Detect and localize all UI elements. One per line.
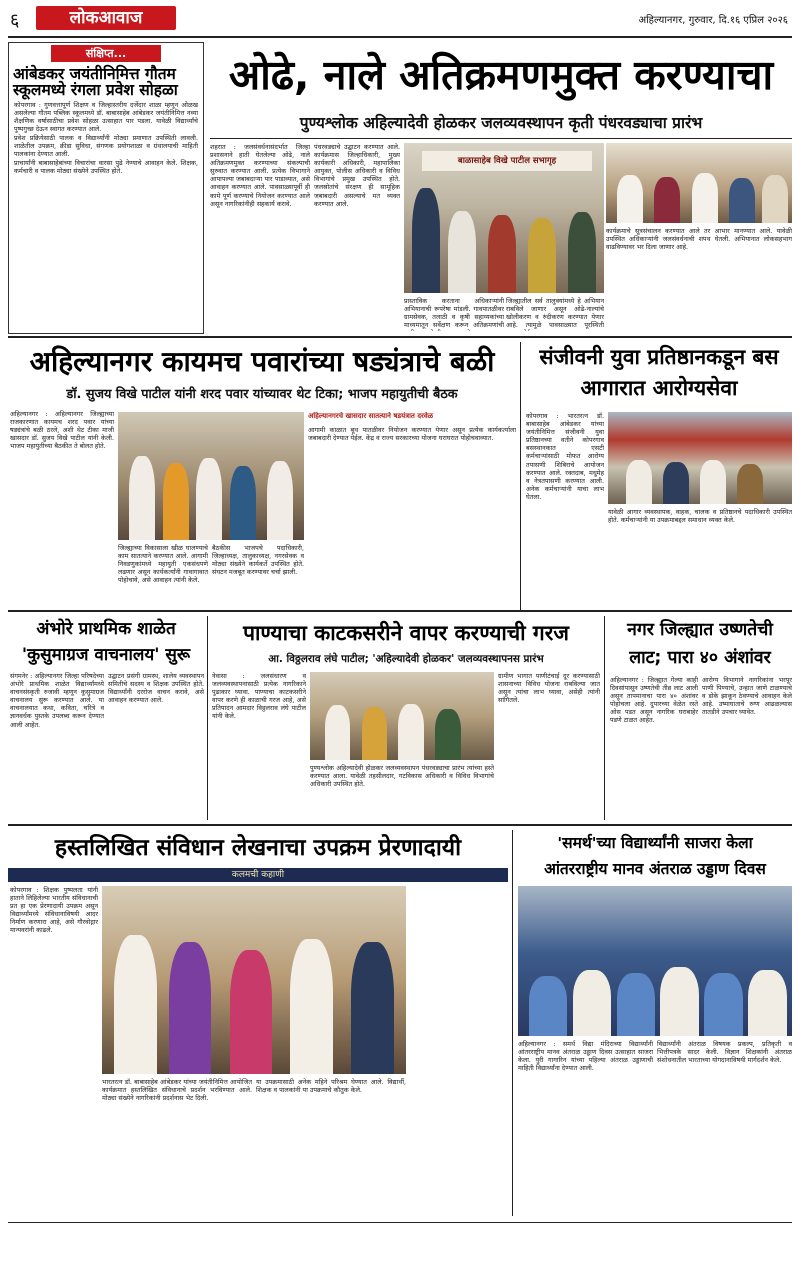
story5-body2: पुण्यश्लोक अहिल्यादेवी होळकर जलव्यवस्थापन पंधरवड्याचा प्रारंभ त्यांच्या हस्ते करण्यात आला. यावेळी तहसीलदार, गटविकास अधिकारी व विविध विभागांचे अधिकारी उपस्थित होते. (310, 764, 494, 789)
person-figure (129, 456, 155, 540)
person-figure (729, 178, 755, 223)
story4-body: संगमनेर : अहिल्यानगर जिल्हा परिषदेच्या अंभोरे प्राथमिक शाळेत विद्यार्थ्यांमध्ये वाचनसंस्कृती रुजावी म्हणून कुसुमाग्रज वाचनालय सुरू करण्यात आले. या वाचनालयात कथा, कविता, चरित्रे व ज्ञानवर्धक पुस्तके उपलब्ध करून देण्यात आली आहेत. (10, 672, 104, 729)
person-figure (660, 967, 698, 1036)
story2-subhead: डॉ. सुजय विखे पाटील यांनी शरद पवार यांच्यावर थेट टिका; भाजप महायुतीची बैठक (66, 387, 458, 402)
story5-photo (310, 672, 494, 760)
person-figure (230, 466, 256, 540)
lead-headline: ओढे, नाले अतिक्रमणमुक्त करण्याचा (228, 51, 774, 99)
bottom-rule (8, 1222, 792, 1223)
story4-headline: अंभोरे प्राथमिक शाळेत (36, 619, 176, 639)
story2-col2: जिल्ह्याच्या विकासाला खीळ घालण्याचे काम सातत्याने करण्यात आले. आगामी निवडणुकांमध्ये महायुती एकसंधपणे लढणार असून कार्यकर्त्यांनी गावागावात पोहोचावे, असे आवाहन त्यांनी केले. (118, 544, 208, 585)
story3-photo (608, 412, 792, 504)
story7-headline: हस्तलिखित संविधान लेखनाचा उपक्रम प्रेरणादायी (54, 835, 462, 861)
story5-headline: पाण्याचा काटकसरीने वापर करण्याची गरज (243, 621, 569, 645)
person-figure (351, 942, 394, 1074)
brief-box (8, 42, 204, 334)
story2-headline: अहिल्यानगर कायमच पवारांच्या षड्यंत्राचे बळी (29, 345, 495, 378)
section-rule (8, 824, 792, 826)
person-figure (762, 175, 788, 223)
person-figure (398, 704, 424, 760)
person-figure (573, 970, 611, 1036)
person-figure (626, 460, 652, 504)
lead-col4: जिल्ह्यातील सर्व तालुक्यांमध्ये हे अभियान राबविले जाणार असून ओढे-नाल्यांचे खोलीकरण व रुंदीकरण करण्यात येणार आहे. त्यामुळे पावसाळ्यात पूरस्थिती (506, 297, 604, 330)
story6-body2: आरोग्य विभागाने नागरिकांना भरपूर पाणी पिण्याचे, उन्हात जाणे टाळण्याचे व डोके झाकून ठेवण्याचे आवाहन केले आहे. उष्माघाताचे रुग्ण आढळल्यास तातडीने उपचार घ्यावेत. (702, 676, 792, 717)
person-figure (196, 458, 222, 540)
lead-subhead-rule (210, 138, 792, 139)
column-rule (207, 616, 208, 820)
story4-headline-2: 'कुसुमाग्रज वाचनालय' सुरू (21, 645, 191, 665)
person-figure (412, 188, 440, 293)
story3-body: कोपरगाव : भारतरत्न डॉ. बाबासाहेब आंबेडकर यांच्या जयंतीनिमित्त संजीवनी युवा प्रतिष्ठानच्या वतीने कोपरगाव बसस्थानकात एसटी कर्मचाऱ्यांसाठी मोफत आरोग्य तपासणी शिबिराचे आयोजन करण्यात आले. रक्तदाब, मधुमेह व नेत्रतपासणी करण्यात आली. अनेक कर्मचाऱ्यांनी याचा लाभ घेतला. (526, 412, 604, 501)
story6-body: अहिल्यानगर : जिल्ह्यात गेल्या काही दिवसांपासून उष्णतेची तीव्र लाट आली असून तापमानाचा पारा ४० अंशांवर पोहोचला आहे. दुपारच्या वेळेत रस्ते ओस पडत असून नागरिक घराबाहेर पडणे टाळत आहेत. (610, 676, 698, 725)
story7-body: कोपरगाव : शिक्षक पुष्पलता यांनी हाताने लिहिलेल्या भारतीय संविधानाची प्रत हा एक प्रेरणादायी उपक्रम असून विद्यार्थ्यांमध्ये संविधानाविषयी आदर निर्माण करणारा आहे, असे गौरवोद्गार मान्यवरांनी काढले. (10, 886, 98, 935)
story8-body2: विद्यार्थ्यांनी अंतराळ विषयक प्रकल्प, प्रतिकृती व भित्तीपत्रके सादर केली. विज्ञान शिक्षकांनी अंतराळ संशोधनातील भारताच्या योगदानाविषयी मार्गदर्शन केले. (657, 1040, 792, 1065)
story2-col4: आगामी काळात बूथ पातळीवर नियोजन करण्यात येणार असून प्रत्येक कार्यकर्त्याला जबाबदारी देण्यात येईल. केंद्र व राज्य सरकारच्या योजना घराघरात पोहोचवाव्यात. (308, 426, 516, 443)
section-rule (8, 610, 792, 612)
brief-para: प्रवेश प्रक्रियेसाठी पालक व विद्यार्थ्यांनी मोठ्या प्रमाणात उपस्थिती लावली. शाळेतील उपक्रम, क्रीडा सुविधा, संगणक प्रयोगशाळा व ग्रंथालयाची माहिती पालकांना देण्यात आली. (14, 133, 198, 159)
lead-photo-2 (606, 143, 792, 223)
column-rule (512, 830, 513, 1216)
story3-headline: संजीवनी युवा प्रतिष्ठानकडून बस आगारात आरोग्यसेवा (539, 345, 779, 400)
brief-body (9, 101, 203, 176)
story8-headline-line1: 'समर्थ'च्या विद्यार्थ्यांनी साजरा केला (557, 834, 753, 852)
column-rule (520, 342, 521, 610)
lead-subhead: पुण्यश्लोक अहिल्यादेवी होळकर जलव्यवस्थापन कृती पंधरवड्याचा प्रारंभ (299, 114, 703, 132)
lead-photo (404, 143, 604, 293)
person-figure (267, 461, 293, 540)
lead-photo-banner: बाळासाहेब विखे पाटील सभागृह (422, 151, 592, 171)
lead-col2: पंधरवड्याचे उद्घाटन करण्यात आले. कार्यक्रमास जिल्हाधिकारी, मुख्य कार्यकारी अधिकारी, महापालिका आयुक्त, पोलीस अधिकारी व विविध विभागांचे प्रमुख उपस्थित होते. जलस्रोतांचे संरक्षण ही सामूहिक जबाबदारी असल्याचे मत व्यक्त करण्यात आले. (314, 143, 400, 208)
section-rule (8, 336, 792, 338)
person-figure (169, 942, 212, 1074)
person-figure (435, 709, 461, 760)
person-figure (663, 462, 689, 504)
person-figure (748, 970, 786, 1036)
story2-photo (118, 412, 304, 540)
story8-photo (518, 886, 792, 1036)
dateline: अहिल्यानगर, गुरुवार, दि.१६ एप्रिल २०२६ (638, 15, 788, 26)
brief-para: कोपरगाव : गुणवत्तापूर्ण शिक्षण व जिल्हास्तरीय दर्जेदार शाळा म्हणून ओळख असलेल्या गौतम पब्लिक स्कूलमध्ये डॉ. बाबासाहेब आंबेडकर जयंतीनिमित्त नव्या शैक्षणिक वर्षासाठीचा प्रवेश सोहळा उत्साहात पार पडला. यावेळी विद्यार्थ्यांचे पुष्पगुच्छ देऊन स्वागत करण्यात आले. (14, 100, 198, 133)
person-figure (568, 212, 596, 293)
story8-headline-line2: आंतरराष्ट्रीय मानव अंतराळ उड्डाण दिवस (544, 860, 766, 878)
story7-body2: भारतरत्न डॉ. बाबासाहेब आंबेडकर यांच्या जयंतीनिमित्त आयोजित कार्यक्रमात हस्तलिखित संविधानाचे प्रदर्शन भरविण्यात आले. मोठ्या संख्येने नागरिकांनी प्रदर्शनास भेट दिली. (102, 1078, 252, 1103)
column-rule (604, 616, 605, 820)
story7-banner (8, 868, 508, 882)
person-figure (362, 707, 388, 760)
person-figure (290, 939, 333, 1074)
lead-col5: कार्यक्रमाचे सूत्रसंचालन करण्यात आले तर आभार मानण्यात आले. यावेळी उपस्थित अधिकाऱ्यांनी जलसंवर्धनाची शपथ घेतली. अभियानात लोकसहभाग वाढविण्यावर भर दिला जाणार आहे. (606, 227, 792, 252)
story6-headline: नगर जिल्ह्यात उष्णतेची लाट; पारा ४० अंशांवर (627, 620, 773, 668)
person-figure (617, 175, 643, 223)
person-figure (448, 211, 476, 294)
story7-body3: या उपक्रमासाठी अनेक महिने परिश्रम घेण्यात आले. विद्यार्थी, शिक्षक व पालकांनी या उपक्रमाचे कौतुक केले. (256, 1078, 406, 1095)
story5-body3: ग्रामीण भागात पाणीटंचाई दूर करण्यासाठी शासनाच्या विविध योजना राबविल्या जात असून त्यांचा लाभ घ्यावा, असेही त्यांनी सांगितले. (498, 672, 600, 705)
person-figure (325, 705, 351, 760)
brief-tag: संक्षिप्त... (51, 45, 161, 62)
person-figure (737, 464, 763, 504)
story7-photo (102, 886, 406, 1074)
person-figure (488, 215, 516, 293)
brand-name: लोकआवाज (69, 8, 143, 28)
story5-body: नेवासा : जलसंधारण व जलव्यवस्थापनासाठी प्रत्येक नागरिकाने पुढाकार घ्यावा. पाण्याचा काटकसरीने वापर करणे ही काळाची गरज आहे, असे प्रतिपादन आमदार विठ्ठलराव लंघे पाटील यांनी केले. (212, 672, 306, 721)
person-figure (617, 973, 655, 1036)
masthead-rule (8, 36, 792, 38)
story2-red-caption: अहिल्यानगरचे खासदार सातत्याने षडयंत्रात दरवेळ (308, 412, 434, 420)
person-figure (114, 935, 157, 1074)
story4-body2: उद्घाटन प्रसंगी ग्रामस्थ, शालेय व्यवस्थापन समितीचे सदस्य व शिक्षक उपस्थित होते. विद्यार्थ्यांनी दररोज वाचन करावे, असे आवाहन करण्यात आले. (108, 672, 204, 705)
person-figure (230, 950, 273, 1074)
lead-col1: शहरात : जलसंवर्धनासंदर्भात जिल्हा प्रशासनाने हाती घेतलेल्या ओढे, नाले अतिक्रमणमुक्त करण्याच्या संकल्पाची सुरुवात करण्यात आली. प्रत्येक विभागाने आपापल्या जबाबदाऱ्या पार पाडाव्यात, असे आवाहन करण्यात आले. पावसाळ्यापूर्वी ही कामे पूर्ण करण्याचे नियोजन करण्यात आले असून नागरिकांनीही सहकार्य करावे. (210, 143, 310, 208)
brand-logo (36, 6, 176, 30)
story2-col3: बैठकीस भाजपचे पदाधिकारी, जिल्हाध्यक्ष, तालुकाध्यक्ष, नगरसेवक व मोठ्या संख्येने कार्यकर्ते उपस्थित होते. संघटन मजबूत करण्यावर चर्चा झाली. (212, 544, 304, 577)
person-figure (700, 460, 726, 504)
story8-body: अहिल्यानगर : समर्थ विद्या मंदिराच्या विद्यार्थ्यांनी आंतरराष्ट्रीय मानव अंतराळ उड्डाण दिवस उत्साहात साजरा केला. युरी गागारिन यांच्या पहिल्या अंतराळ उड्डाणाची माहिती विद्यार्थ्यांना देण्यात आली. (518, 1040, 653, 1073)
page-number: ६ (10, 10, 20, 31)
masthead (0, 0, 800, 40)
person-figure (704, 973, 742, 1036)
story2-col1: अहिल्यानगर : अहिल्यानगर जिल्ह्याच्या राजकारणात कायमच शरद पवार यांच्या षड्यंत्रांचे बळी ठरले, अशी थेट टीका माजी खासदार डॉ. सुजय विखे पाटील यांनी केली. भाजप महायुतीच्या बैठकीत ते बोलत होते. (10, 410, 114, 451)
brief-para: प्राचार्यांनी बाबासाहेबांच्या विचारांचा वारसा पुढे नेण्याचे आवाहन केले. शिक्षक, कर्मचारी व पालक मोठ्या संख्येने उपस्थित होते. (14, 159, 198, 176)
lead-col3: प्रास्ताविक करताना अधिकाऱ्यांनी अभियानाची रूपरेषा मांडली. गावपातळीवर ग्रामसेवक, तलाठी व कृषी सहाय्यकांच्या माध्यमातून सर्वेक्षण करून अतिक्रमणांची (404, 297, 504, 330)
person-figure (692, 173, 718, 223)
brief-headline: आंबेडकर जयंतीनिमित्त गौतम स्कूलमध्ये रंगला प्रवेश सोहळा (13, 65, 178, 100)
story3-body2: यावेळी आगार व्यवस्थापक, वाहक, चालक व प्रतिष्ठानचे पदाधिकारी उपस्थित होते. कर्मचाऱ्यांनी या उपक्रमाबद्दल समाधान व्यक्त केले. (608, 508, 792, 525)
person-figure (528, 218, 556, 293)
story7-banner-text: कलमची कहाणी (231, 870, 285, 880)
person-figure (529, 976, 567, 1036)
person-figure (163, 463, 189, 540)
story5-subhead: आ. विठ्ठलराव लंघे पाटील; 'अहिल्यादेवी होळकर' जलव्यवस्थापनस प्रारंभ (268, 653, 544, 665)
person-figure (654, 177, 680, 223)
